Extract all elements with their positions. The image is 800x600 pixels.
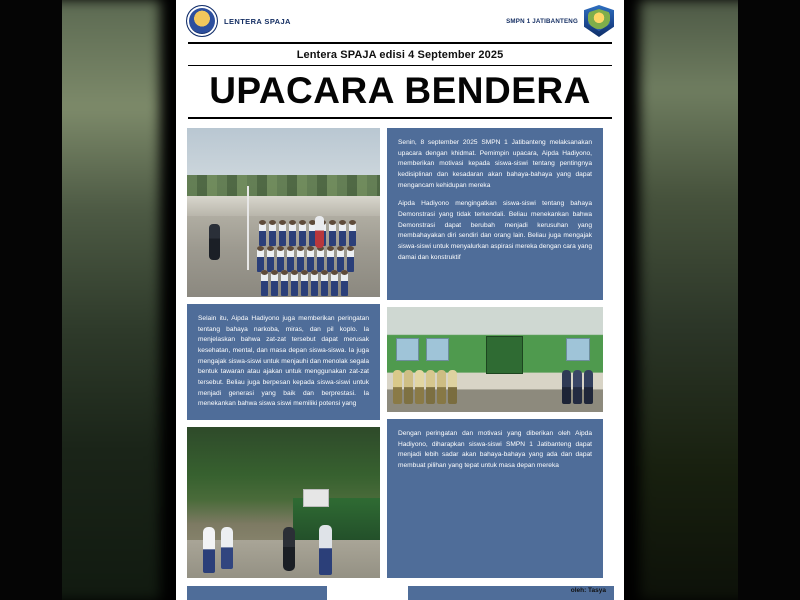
left-column [187, 128, 380, 589]
header-right-group [506, 5, 614, 37]
text-block-2 [187, 304, 380, 420]
tut-wuri-handayani-icon [584, 5, 614, 37]
text-block-1-para-2: Aipda Hadiyono mengingatkan siswa-siswi tentang bahaya Demonstrasi yang tidak terkendali. Beliau menekankan bahwa Demonstrasi dapat berubah menjadi kerusuhan yang membahayakan diri sendiri dan orang lain. Beliau juga mengajak siswa-siswi untuk menyalurkan aspirasi mereka dengan cara yang damai dan konstruktif [398, 200, 592, 261]
author-credit: oleh: Tasya [570, 587, 606, 594]
poster-body [176, 119, 624, 589]
text-block-3-para-1: Dengan peringatan dan motivasi yang diberikan oleh Aipda Hadiyono, diharapkan siswa-siswi SMPN 1 Jatibanteng dapat menjadi lebih sadar akan bahaya-bahaya yang ada dan dapat membuat pilihan yang tepat untuk masa depan mereka [398, 429, 592, 469]
letterbox-right [738, 0, 800, 600]
school-yard-photo [387, 307, 603, 412]
header-left-title: LENTERA SPAJA [224, 16, 291, 26]
poster-footer [176, 578, 624, 600]
poster-page [176, 0, 624, 600]
edition-line: Lentera SPAJA edisi 4 September 2025 [296, 49, 504, 61]
flag-ceremony-photo [187, 128, 380, 297]
lentera-spaja-logo-icon [186, 5, 218, 37]
letterbox-left [0, 0, 62, 600]
right-column [387, 128, 603, 589]
students-yard-photo [187, 427, 380, 589]
page-title: UPACARA BENDERA [209, 70, 591, 111]
text-block-1 [387, 128, 603, 300]
header-left-group [186, 5, 291, 37]
poster-header [176, 0, 624, 42]
text-block-3 [387, 419, 603, 589]
footer-bar-left [187, 586, 327, 600]
text-block-1-para-1: Senin, 8 september 2025 SMPN 1 Jatibanteng melaksanakan upacara dengan khidmat. Pemimpin upacara, Aipda Hadiyono, memberikan motivasi kepada siswa-siswi tentang pentingnya kedisiplinan dan kesadaran akan bahaya-bahaya yang dapat mengancam kehidupan mereka [398, 139, 592, 189]
header-right-title: SMPN 1 JATIBANTENG [506, 17, 578, 25]
text-block-2-para-1: Selain itu, Aipda Hadiyono juga memberikan peringatan tentang bahaya narkoba, miras, dan pil koplo. Ia menjelaskan bahwa zat-zat tersebut dapat merusak kesehatan, mental, dan masa depan siswa-siswa. Ia juga mengajak siswa-siswi untuk menjauhi dan menolak segala bentuk tawaran atau ajakan untuk menggunakan zat-zat tersebut. Beliau juga berpesan kepada siswa-siswi untuk menjadi generasi yang baik dan berprestasi. Ia menekankan bahwa siswa siswi memiliki potensi yang [198, 314, 369, 408]
